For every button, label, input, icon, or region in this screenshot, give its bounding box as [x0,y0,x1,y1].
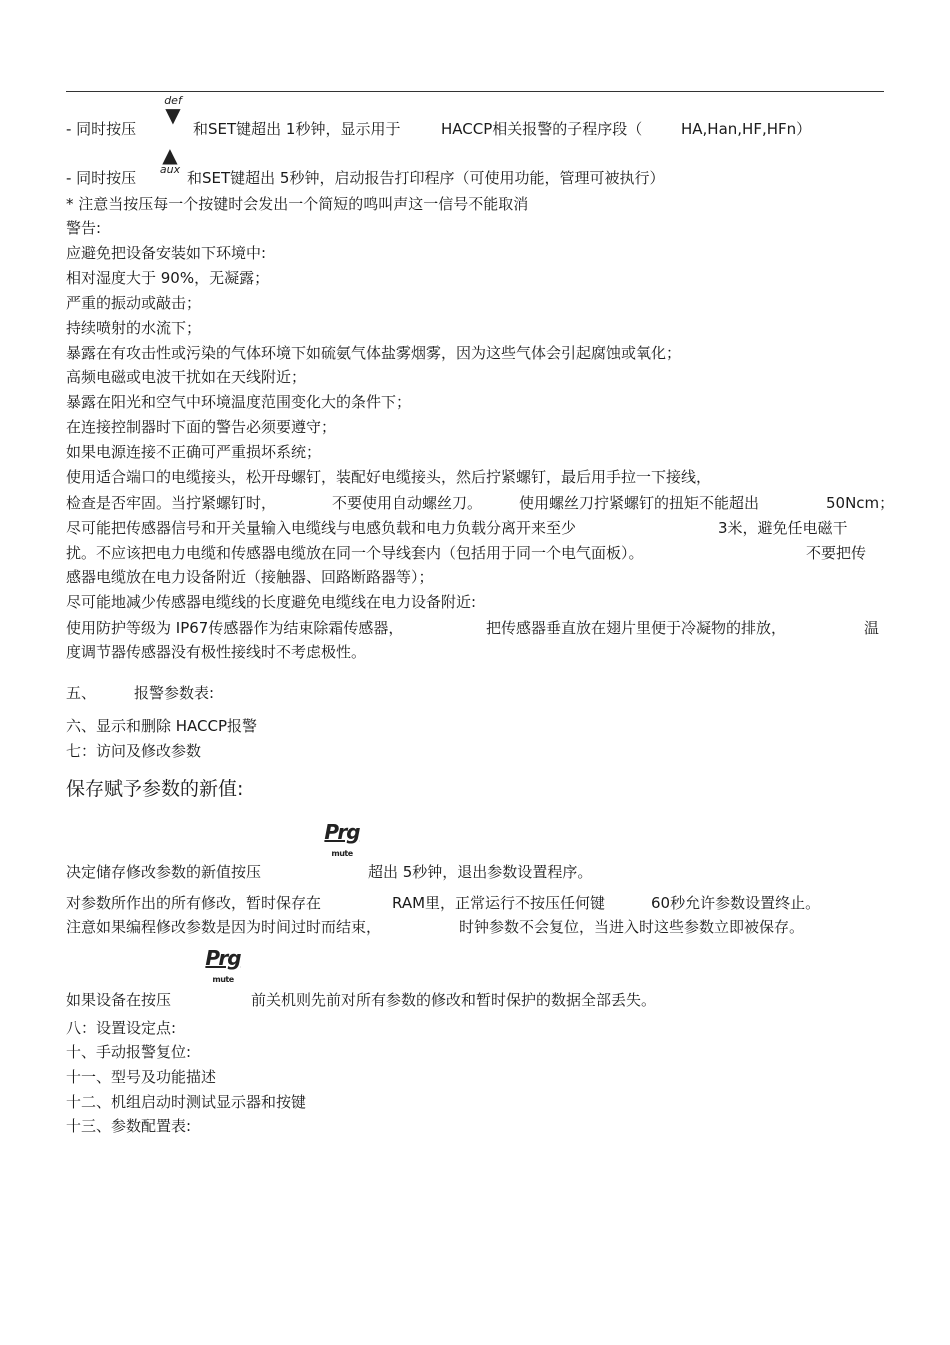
text: 如果电源连接不正确可严重损坏系统； [66,443,322,461]
text: 使用适合端口的电缆接头，松开母螺钉，装配好电缆接头，然后拧紧螺钉，最后用手拉一下接线， [66,468,712,486]
text: 度调节器传感器没有极性接线时不考虑极性。 [66,643,367,661]
down-def-key-icon [158,94,188,127]
text: - 同时按压 [66,120,137,138]
text: 七：访问及修改参数 [66,742,202,760]
text: 尽可能地减少传感器电缆线的长度避免电缆线在电力设备附近: [66,593,477,611]
down-triangle-icon: ▼ [165,103,181,127]
text: HACCP相关报警的子程序段（ [441,120,643,138]
text: 十一、型号及功能描述 [66,1068,217,1086]
text: 注意如果编程修改参数是因为时间过时而结束， [66,918,382,936]
text: 使用防护等级为 IP67传感器作为结束除霜传感器， [66,619,404,637]
header-rule [66,91,884,92]
prg-mute-key-icon [201,948,245,984]
text: 检查是否牢固。当拧紧螺钉时， [66,494,277,512]
text: 感器电缆放在电力设备附近（接触器、回路断路器等）； [66,568,434,586]
text: 和SET键超出 5秒钟，启动报告打印程序（可使用功能，管理可被执行） [187,169,665,187]
text: 不要把传 [806,544,867,562]
text: 警告: [66,219,102,237]
aux-label: aux [159,163,181,176]
text: 60秒允许参数设置终止。 [651,894,821,912]
text: 尽可能把传感器信号和开关量输入电缆线与电感负载和电力负载分离开来至少 [66,519,577,537]
text: 时钟参数不会复位，当进入时这些参数立即被保存。 [459,918,805,936]
text: 不要使用自动螺丝刀。 [332,494,483,512]
prg-mute-key-icon [320,822,364,858]
text: 50Ncm； [826,494,895,512]
mute-label: mute [212,975,234,984]
prg-label: Prg [324,820,360,844]
text: 五、 [66,684,97,702]
text: - 同时按压 [66,169,137,187]
text: HA,Han,HF,HFn） [681,120,812,138]
text: 高频电磁或电波干扰如在天线附近； [66,368,307,386]
text: 十、手动报警复位: [66,1043,192,1061]
text: * 注意当按压每一个按键时会发出一个简短的鸣叫声这一信号不能取消 [66,195,529,213]
text: 使用螺丝刀拧紧螺钉的扭矩不能超出 [519,494,760,512]
text: 持续喷射的水流下； [66,319,202,337]
text: 如果设备在按压 [66,991,172,1009]
text: 扰。不应该把电力电缆和传感器电缆放在同一个导线套内（包括用于同一个电气面板）。 [66,544,644,562]
text: 对参数所作出的所有修改，暂时保存在 [66,894,322,912]
text: 相对湿度大于 90%，无凝露； [66,269,270,287]
up-aux-key-icon [155,143,185,176]
text: 超出 5秒钟，退出参数设置程序。 [368,863,593,881]
prg-label: Prg [205,946,241,970]
up-triangle-icon: ▲ [162,143,178,167]
text: RAM里，正常运行不按压任何键 [392,894,606,912]
text: 温 [864,619,880,637]
text: 前关机则先前对所有参数的修改和暂时保护的数据全部丢失。 [251,991,657,1009]
text: 在连接控制器时下面的警告必须要遵守； [66,418,337,436]
text: 应避免把设备安装如下环境中: [66,244,267,262]
text: 3米，避免任电磁干 [718,519,848,537]
text: 报警参数表: [134,684,215,702]
text: 八：设置设定点: [66,1019,177,1037]
mute-label: mute [331,849,353,858]
text: 十三、参数配置表: [66,1117,192,1135]
text: 暴露在阳光和空气中环境温度范围变化大的条件下； [66,393,412,411]
text: 暴露在有攻击性或污染的气体环境下如硫氨气体盐雾烟雾，因为这些气体会引起腐蚀或氧化； [66,344,682,362]
text: 十二、机组启动时测试显示器和按键 [66,1093,307,1111]
text: 决定储存修改参数的新值按压 [66,863,262,881]
text: 严重的振动或敲击； [66,294,202,312]
def-label: def [164,94,182,107]
text: 六、显示和删除 HACCP报警 [66,717,258,735]
section-heading: 保存赋予参数的新值: [66,778,244,800]
text: 把传感器垂直放在翅片里便于冷凝物的排放， [486,619,787,637]
text: 和SET键超出 1秒钟，显示用于 [193,120,401,138]
